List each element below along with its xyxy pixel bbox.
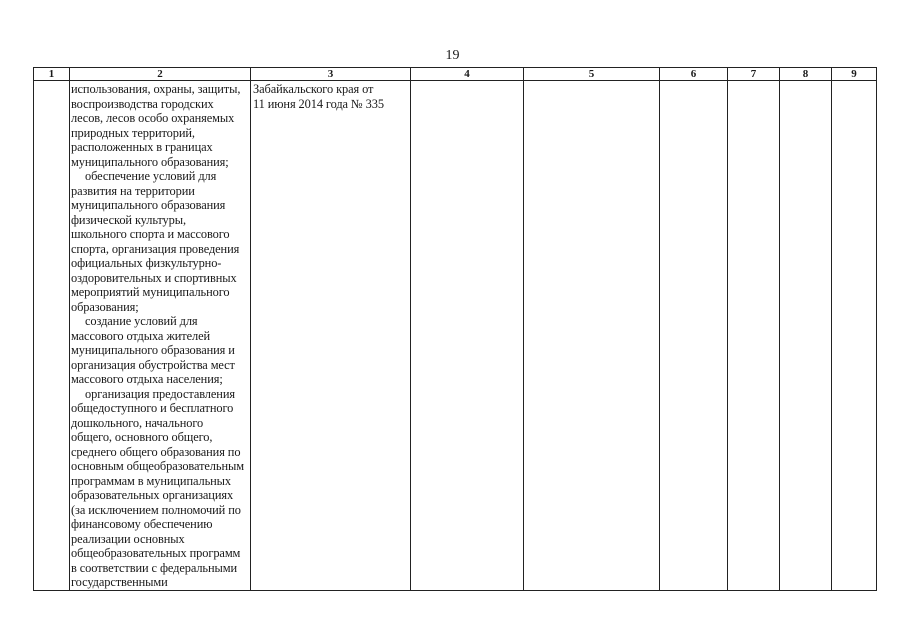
page-number: 19 bbox=[445, 48, 460, 63]
text-line: среднего общего образования по bbox=[71, 444, 241, 459]
text-line: обеспечение условий для bbox=[85, 169, 217, 183]
text-line: Забайкальского края от bbox=[253, 82, 374, 96]
cell-col-7 bbox=[728, 81, 780, 591]
text-line: физической культуры, bbox=[71, 212, 186, 227]
cell-col-4 bbox=[411, 81, 524, 591]
header-row bbox=[34, 68, 877, 81]
powers-description bbox=[70, 81, 250, 590]
text-line: государственными bbox=[71, 575, 168, 589]
text-line: использования, охраны, защиты, bbox=[71, 82, 241, 96]
text-line: общего, основного общего, bbox=[71, 430, 213, 444]
text-line: 11 июня 2014 года № 335 bbox=[253, 96, 384, 111]
text-line: дошкольного, начального bbox=[71, 415, 204, 430]
text-line: основным общеобразовательным bbox=[71, 459, 244, 473]
cell-col-5 bbox=[524, 81, 660, 591]
text-line: муниципального образования bbox=[71, 198, 226, 212]
cell-col-3 bbox=[251, 81, 411, 591]
column-header-2: 2 bbox=[70, 68, 251, 81]
column-header-9: 9 bbox=[832, 68, 877, 81]
cell-col-6 bbox=[660, 81, 728, 591]
cell-col-8 bbox=[780, 81, 832, 591]
text-line: общедоступного и бесплатного bbox=[71, 401, 234, 415]
table-row bbox=[34, 81, 877, 591]
text-line: муниципального образования; bbox=[71, 154, 229, 169]
text-line: организация предоставления bbox=[85, 386, 235, 401]
text-line: организация обустройства мест bbox=[71, 357, 235, 372]
column-header-4: 4 bbox=[411, 68, 524, 81]
text-line: массового отдыха жителей bbox=[71, 328, 211, 343]
legal-reference bbox=[251, 81, 410, 111]
column-header-1: 1 bbox=[34, 68, 70, 81]
column-header-3: 3 bbox=[251, 68, 411, 81]
text-line: оздоровительных и спортивных bbox=[71, 270, 237, 285]
column-header-6: 6 bbox=[660, 68, 728, 81]
text-line: природных территорий, bbox=[71, 125, 195, 140]
text-line: (за исключением полномочий по bbox=[71, 502, 241, 517]
text-line: реализации основных bbox=[71, 531, 185, 546]
cell-col-1 bbox=[34, 81, 70, 591]
text-line: школьного спорта и массового bbox=[71, 227, 230, 241]
text-line: официальных физкультурно- bbox=[71, 256, 222, 270]
text-line: программам в муниципальных bbox=[71, 473, 231, 488]
text-line: воспроизводства городских bbox=[71, 96, 214, 111]
column-header-7: 7 bbox=[728, 68, 780, 81]
column-header-8: 8 bbox=[780, 68, 832, 81]
text-line: расположенных в границах bbox=[71, 140, 213, 154]
text-line: лесов, лесов особо охраняемых bbox=[71, 111, 235, 125]
text-line: развития на территории bbox=[71, 183, 195, 198]
text-line: образовательных организациях bbox=[71, 488, 234, 502]
text-line: в соответствии с федеральными bbox=[71, 560, 237, 575]
text-line: финансовому обеспечению bbox=[71, 517, 213, 531]
text-line: создание условий для bbox=[85, 314, 198, 328]
text-line: спорта, организация проведения bbox=[71, 241, 240, 256]
text-line: мероприятий муниципального bbox=[71, 285, 230, 299]
text-line: образования; bbox=[71, 299, 139, 314]
text-line: общеобразовательных программ bbox=[71, 546, 241, 560]
text-line: массового отдыха населения; bbox=[71, 372, 223, 386]
document-table bbox=[33, 67, 877, 591]
cell-col-9 bbox=[832, 81, 877, 591]
column-header-5: 5 bbox=[524, 68, 660, 81]
cell-col-2 bbox=[70, 81, 251, 591]
text-line: муниципального образования и bbox=[71, 343, 235, 357]
